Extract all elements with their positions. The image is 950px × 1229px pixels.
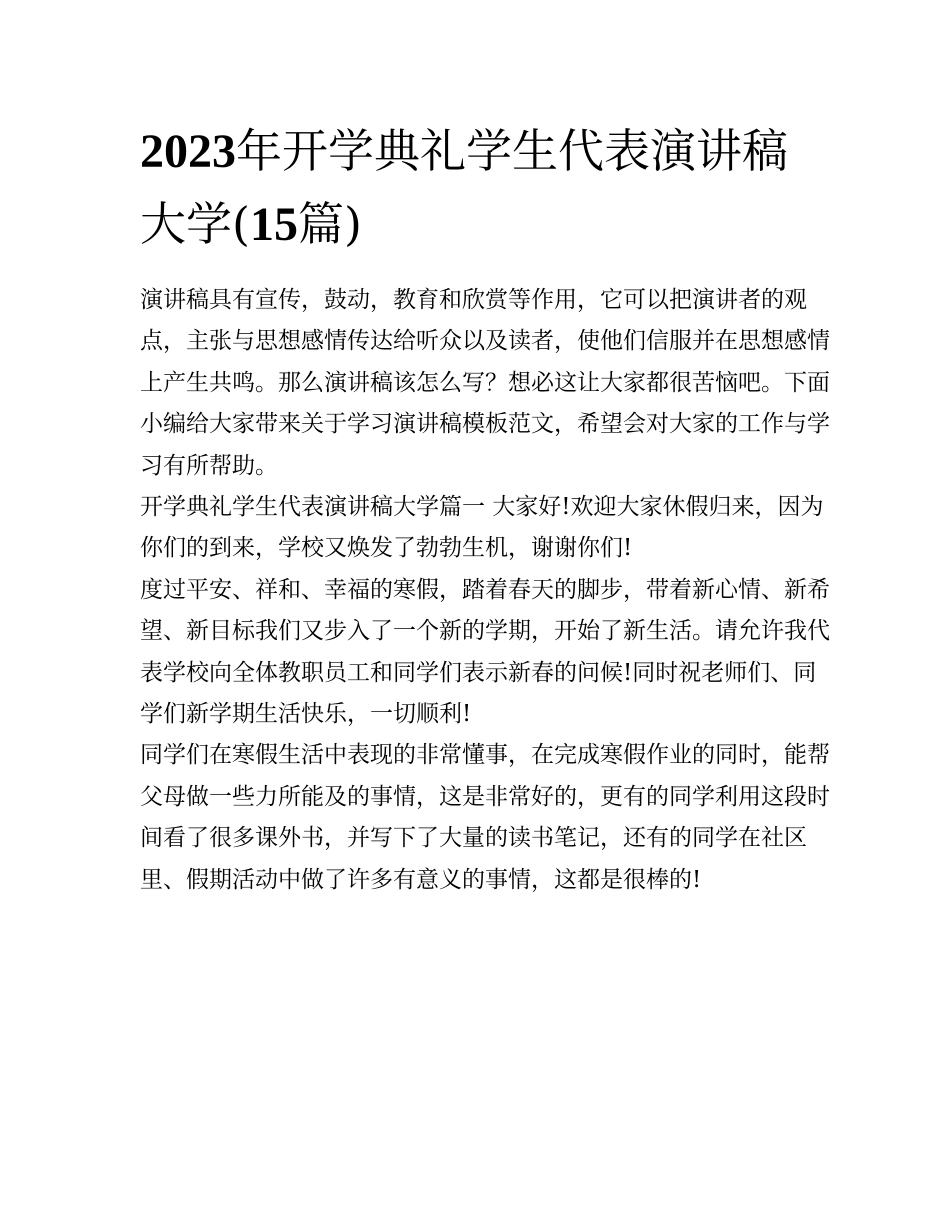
paragraph-greeting: 开学典礼学生代表演讲稿大学篇一 大家好!欢迎大家休假归来，因为你们的到来，学校又焕发了勃勃生机，谢谢你们! (140, 494, 824, 562)
document-title (140, 115, 830, 261)
title-text: 年开学典礼学生代表演讲稿大学( (140, 124, 788, 251)
title-suffix: 篇) (297, 197, 362, 251)
title-count: 15 (249, 198, 298, 251)
paragraph-new-term: 度过平安、祥和、幸福的寒假，踏着春天的脚步，带着新心情、新希望、新目标我们又步入了一个新的学期，开始了新生活。请允许我代表学校向全体教职员工和同学们表示新春的问候!同时祝老师们、同学们新学期生活快乐，一切顺利! (140, 576, 830, 728)
paragraph-winter-break: 同学们在寒假生活中表现的非常懂事，在完成寒假作业的同时，能帮父母做一些力所能及的事情，这是非常好的，更有的同学利用这段时间看了很多课外书，并写下了大量的读书笔记，还有的同学在社区里、假期活动中做了许多有意义的事情，这都是很棒的! (140, 742, 830, 893)
paragraph-intro: 演讲稿具有宣传，鼓动，教育和欣赏等作用，它可以把演讲者的观点，主张与思想感情传达给听众以及读者，使他们信服并在思想感情上产生共鸣。那么演讲稿该怎么写？想必这让大家都很苦恼吧。下面小编给大家带来关于学习演讲稿模板范文，希望会对大家的工作与学习有所帮助。 (140, 287, 830, 479)
title-year: 2023 (140, 125, 236, 178)
document-body (140, 280, 830, 901)
